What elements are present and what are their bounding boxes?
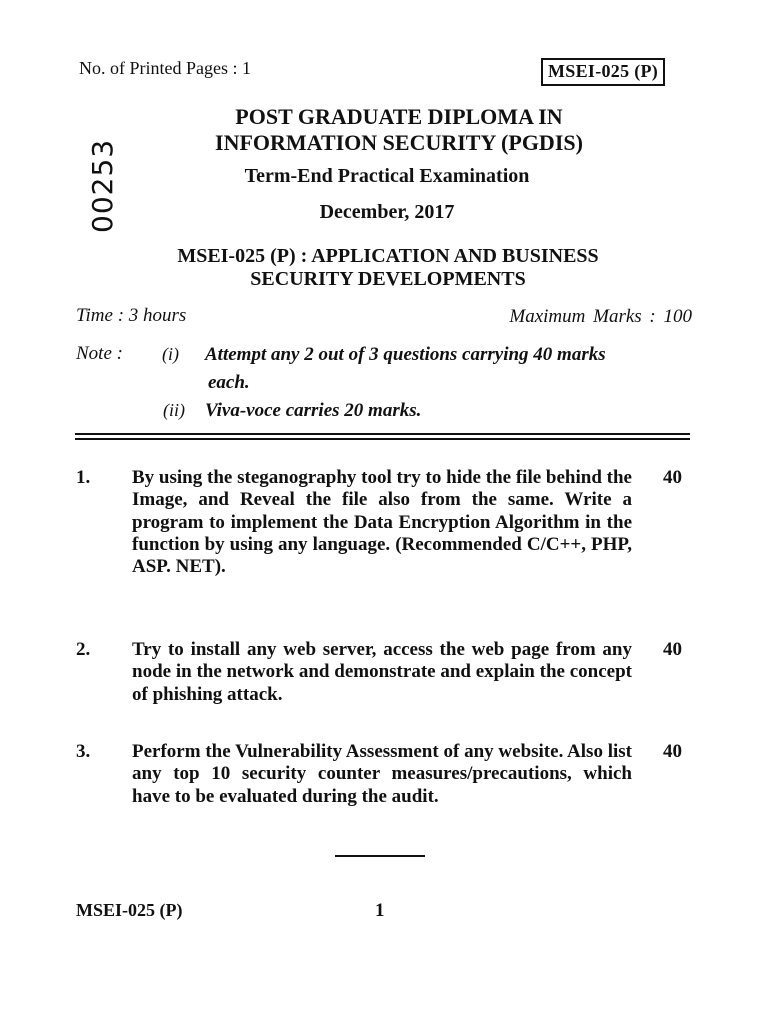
question-number: 3. — [76, 741, 91, 762]
maximum-marks: Maximum Marks : 100 — [509, 306, 692, 327]
note-item-text: Viva-voce carries 20 marks. — [205, 400, 422, 421]
end-of-paper-rule — [335, 855, 425, 857]
section-divider — [75, 438, 690, 440]
printed-pages-label: No. of Printed Pages : 1 — [79, 58, 251, 78]
exam-date: December, 2017 — [319, 201, 455, 223]
question-text: Perform the Vulnerability Assessment of any website. Also list any top 10 security counter measures/precautions, which have to be evaluated during the audit. — [132, 741, 632, 807]
programme-title-line2: INFORMATION SECURITY (PGDIS) — [215, 130, 583, 155]
programme-title-line1: POST GRADUATE DIPLOMA IN — [235, 104, 563, 129]
footer-paper-code: MSEI-025 (P) — [76, 900, 183, 920]
question-text: Try to install any web server, access the web page from any node in the network and demonstrate and explain the concept of phishing attack. — [132, 639, 632, 705]
question-marks: 40 — [663, 467, 682, 488]
subject-title-line2: SECURITY DEVELOPMENTS — [250, 268, 526, 290]
note-item-number: (ii) — [163, 400, 185, 420]
serial-number: 00253 — [86, 138, 119, 233]
question-marks: 40 — [663, 741, 682, 762]
paper-code-box: MSEI-025 (P) — [541, 58, 665, 86]
note-item-text: Attempt any 2 out of 3 questions carrying 40 marks — [205, 344, 606, 365]
question-marks: 40 — [663, 639, 682, 660]
subject-title-line1: MSEI-025 (P) : APPLICATION AND BUSINESS — [177, 245, 599, 267]
question-number: 1. — [76, 467, 91, 488]
question-number: 2. — [76, 639, 91, 660]
section-divider — [75, 433, 690, 435]
exam-type: Term-End Practical Examination — [244, 165, 530, 187]
time-allowed: Time : 3 hours — [76, 305, 187, 326]
note-item-number: (i) — [162, 344, 179, 364]
note-item-text-continued: each. — [208, 372, 250, 393]
page-number: 1 — [375, 900, 385, 921]
note-label: Note : — [76, 343, 123, 364]
question-text: By using the steganography tool try to hide the file behind the Image, and Reveal the file also from the same. Write a program to implement the Data Encryption Algorithm in the function by using any language. (Recommended C/C++, PHP, ASP. NET). — [132, 467, 632, 578]
